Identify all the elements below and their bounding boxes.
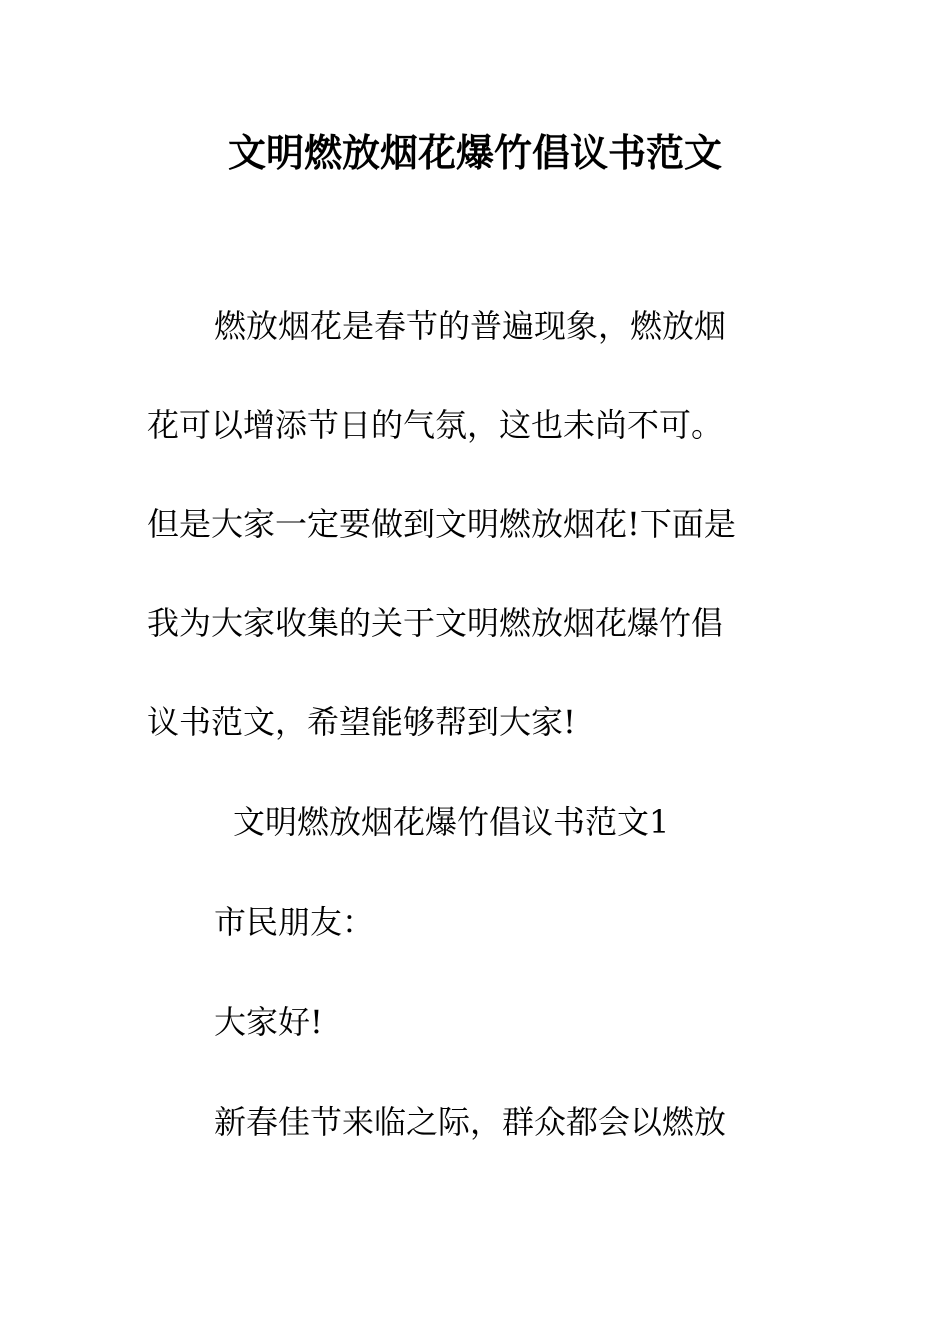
intro-line-2: 花可以增添节日的气氛，这也未尚不可。 — [147, 406, 724, 444]
body-line: 新春佳节来临之际，群众都会以燃放 — [214, 1103, 727, 1141]
salutation: 市民朋友： — [214, 903, 375, 941]
document-title: 文明燃放烟花爆竹倡议书范文 — [227, 130, 722, 175]
intro-line-5: 议书范文，希望能够帮到大家! — [147, 703, 576, 741]
intro-line-1: 燃放烟花是春节的普遍现象，燃放烟 — [214, 307, 727, 345]
section-heading: 文明燃放烟花爆竹倡议书范文1 — [233, 803, 670, 841]
greeting: 大家好! — [214, 1003, 323, 1041]
intro-line-3: 但是大家一定要做到文明燃放烟花!下面是 — [147, 505, 736, 543]
intro-line-4: 我为大家收集的关于文明燃放烟花爆竹倡 — [147, 604, 724, 642]
